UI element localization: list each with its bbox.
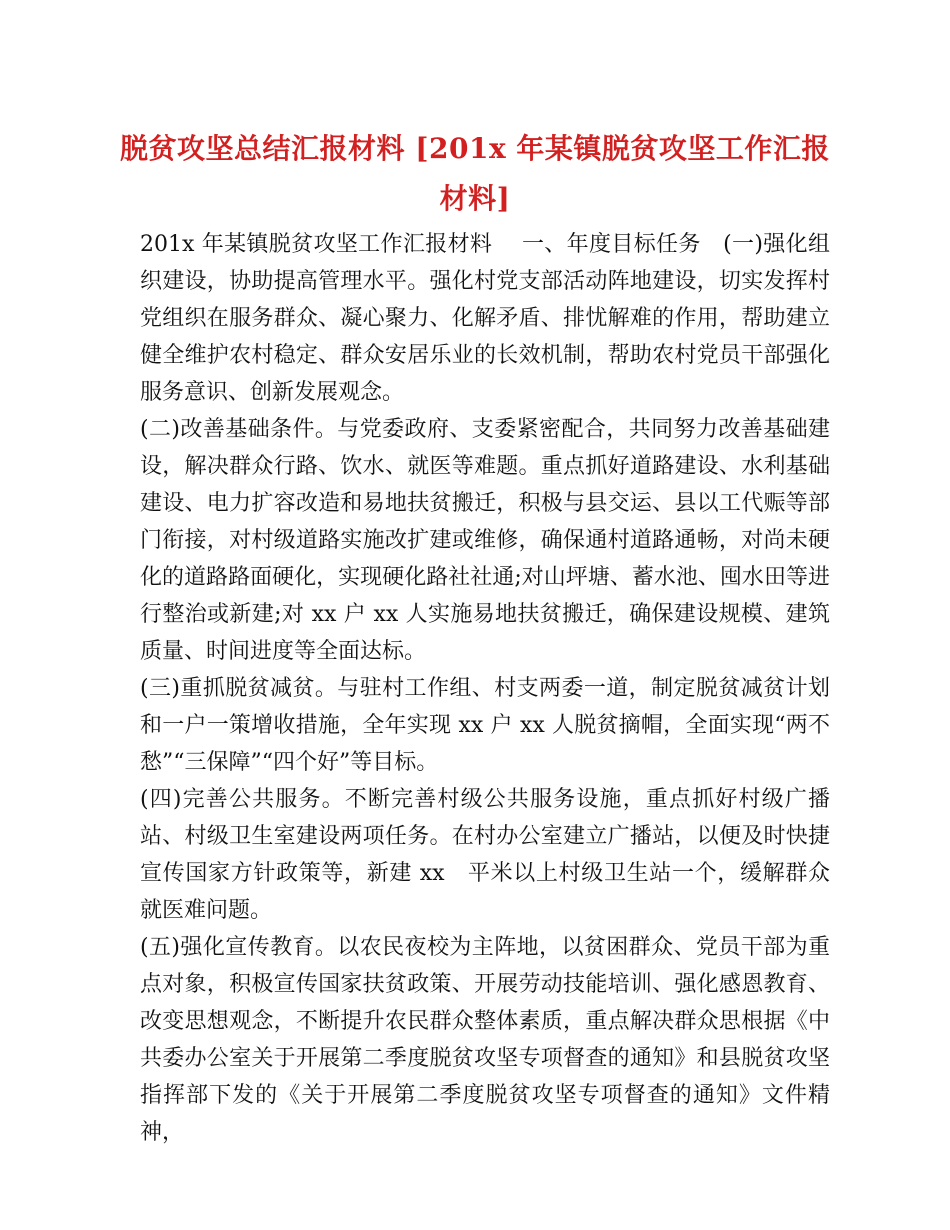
- paragraph-intro: 201x 年某镇脱贫攻坚工作汇报材料 一、年度目标任务 (一)强化组织建设，协助提高管理水平。强化村党支部活动阵地建设，切实发挥村党组织在服务群众、凝心聚力、化解矛盾、排忧解难的作用，帮助建立健全维护农村稳定、群众安居乐业的长效机制，帮助农村党员干部强化服务意识、创新发展观念。: [140, 232, 830, 405]
- paragraph-section-3: (三)重抓脱贫减贫。与驻村工作组、村支两委一道，制定脱贫减贫计划和一户一策增收措施，全年实现 xx 户 xx 人脱贫摘帽，全面实现“两不愁”“三保障”“四个好”等目标。: [140, 676, 830, 775]
- paragraph-section-4: (四)完善公共服务。不断完善村级公共服务设施，重点抓好村级广播站、村级卫生室建设两项任务。在村办公室建立广播站，以便及时快捷宣传国家方针政策等，新建 xx 平米以上村级卫生站一个，缓解群众就医难问题。: [140, 787, 830, 923]
- paragraph-section-5: (五)强化宣传教育。以农民夜校为主阵地，以贫困群众、党员干部为重点对象，积极宣传国家扶贫政策、开展劳动技能培训、强化感恩教育、改变思想观念，不断提升农民群众整体素质，重点解决群众思根据《中共委办公室关于开展第二季度脱贫攻坚专项督查的通知》和县脱贫攻坚指挥部下发的《关于开展第二季度脱贫攻坚专项督查的通知》文件精神，: [140, 935, 830, 1145]
- document-title: 脱贫攻坚总结汇报材料 [201x 年某镇脱贫攻坚工作汇报材料]: [120, 132, 830, 215]
- document-body: [140, 226, 853, 1151]
- paragraph-section-2: (二)改善基础条件。与党委政府、支委紧密配合，共同努力改善基础建设，解决群众行路、饮水、就医等难题。重点抓好道路建设、水利基础建设、电力扩容改造和易地扶贫搬迁，积极与县交运、县以工代赈等部 门衔接，对村级道路实施改扩建或维修，确保通村道路通畅，对尚未硬化的道路路面硬化，实现硬化路社社通;对山坪塘、蓄水池、囤水田等进行整治或新建;对 xx 户 xx 人实施易地扶贫搬迁，确保建设规模、建筑质量、时间进度等全面达标。: [140, 417, 853, 664]
